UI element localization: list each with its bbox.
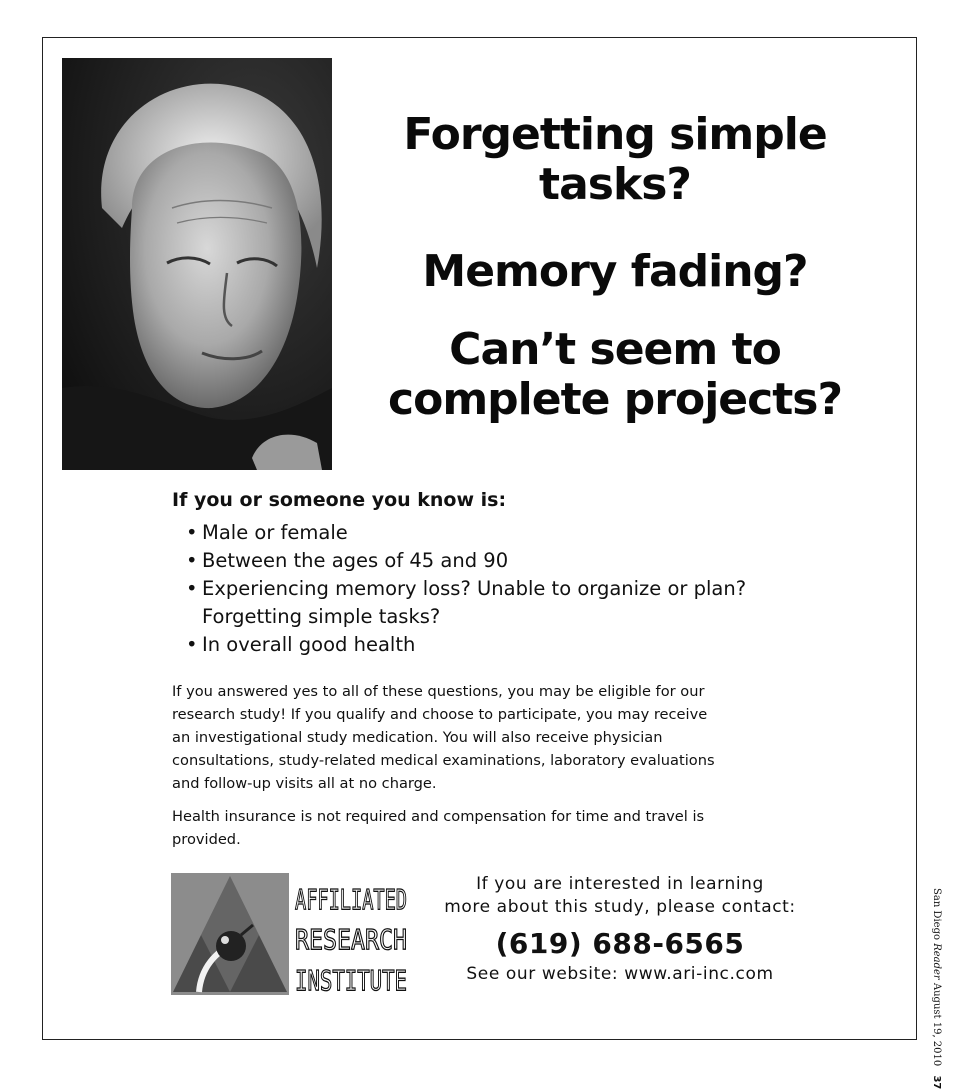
list-item: [186, 519, 746, 547]
criteria-item-text: Between the ages of 45 and 90: [202, 549, 509, 572]
paragraph-line: provided.: [172, 831, 241, 848]
insurance-paragraph: [172, 805, 752, 851]
criteria-item-text: Experiencing memory loss? Unable to organize or plan?: [202, 577, 747, 600]
eligibility-paragraph: [172, 680, 752, 795]
list-item: [186, 631, 746, 659]
ari-logo: [171, 873, 411, 995]
contact-line-1: If you are interested in learning: [476, 874, 764, 894]
headline-question-1: [360, 110, 870, 210]
bullet-icon: •: [186, 577, 198, 600]
paragraph-line: Health insurance is not required and compensation for time and travel is: [172, 808, 705, 825]
criteria-item-text: Male or female: [202, 521, 348, 544]
headline-line-5: complete projects?: [388, 374, 842, 426]
criteria-item-text-continued: Forgetting simple tasks?: [202, 605, 441, 628]
headline-line-4: Can’t seem to: [449, 324, 781, 375]
bullet-icon: •: [186, 521, 198, 544]
criteria-intro: If you or someone you know is:: [172, 489, 507, 511]
publication-date: August 19, 2010: [931, 982, 942, 1067]
page-credit: [928, 888, 948, 1089]
paragraph-line: an investigational study medication. You will also receive physician: [172, 729, 663, 746]
paragraph-line: and follow-up visits all at no charge.: [172, 775, 437, 792]
bullet-icon: •: [186, 549, 198, 572]
list-item: [186, 575, 746, 631]
headline-question-2: [360, 247, 870, 297]
contact-line-2: more about this study, please contact:: [444, 897, 796, 917]
elderly-woman-photo: [62, 58, 332, 470]
list-item: [186, 547, 746, 575]
website-link[interactable]: See our website: www.ari-inc.com: [466, 964, 774, 984]
headline-line-1: Forgetting simple: [403, 109, 827, 160]
phone-number[interactable]: (619) 688-6565: [495, 927, 745, 960]
criteria-list: [186, 519, 746, 659]
page-number: 37: [931, 1075, 942, 1089]
headline-question-3: [360, 325, 870, 425]
contact-block: [440, 873, 800, 984]
headline-line-3: Memory fading?: [422, 246, 808, 297]
paragraph-line: If you answered yes to all of these questions, you may be eligible for our: [172, 683, 705, 700]
paragraph-line: consultations, study-related medical examinations, laboratory evaluations: [172, 752, 715, 769]
criteria-item-text: In overall good health: [202, 633, 416, 656]
headline-line-2: tasks?: [539, 159, 691, 211]
paragraph-line: research study! If you qualify and choose to participate, you may receive: [172, 706, 708, 723]
logo-word-research: RESEARCH: [295, 923, 407, 956]
logo-word-institute: INSTITUTE: [295, 964, 407, 997]
publication-name: San Diego: [931, 888, 942, 940]
bullet-icon: •: [186, 633, 198, 656]
publication-name-italic: Reader: [931, 943, 942, 980]
logo-word-affiliated: AFFILIATED: [295, 883, 407, 916]
